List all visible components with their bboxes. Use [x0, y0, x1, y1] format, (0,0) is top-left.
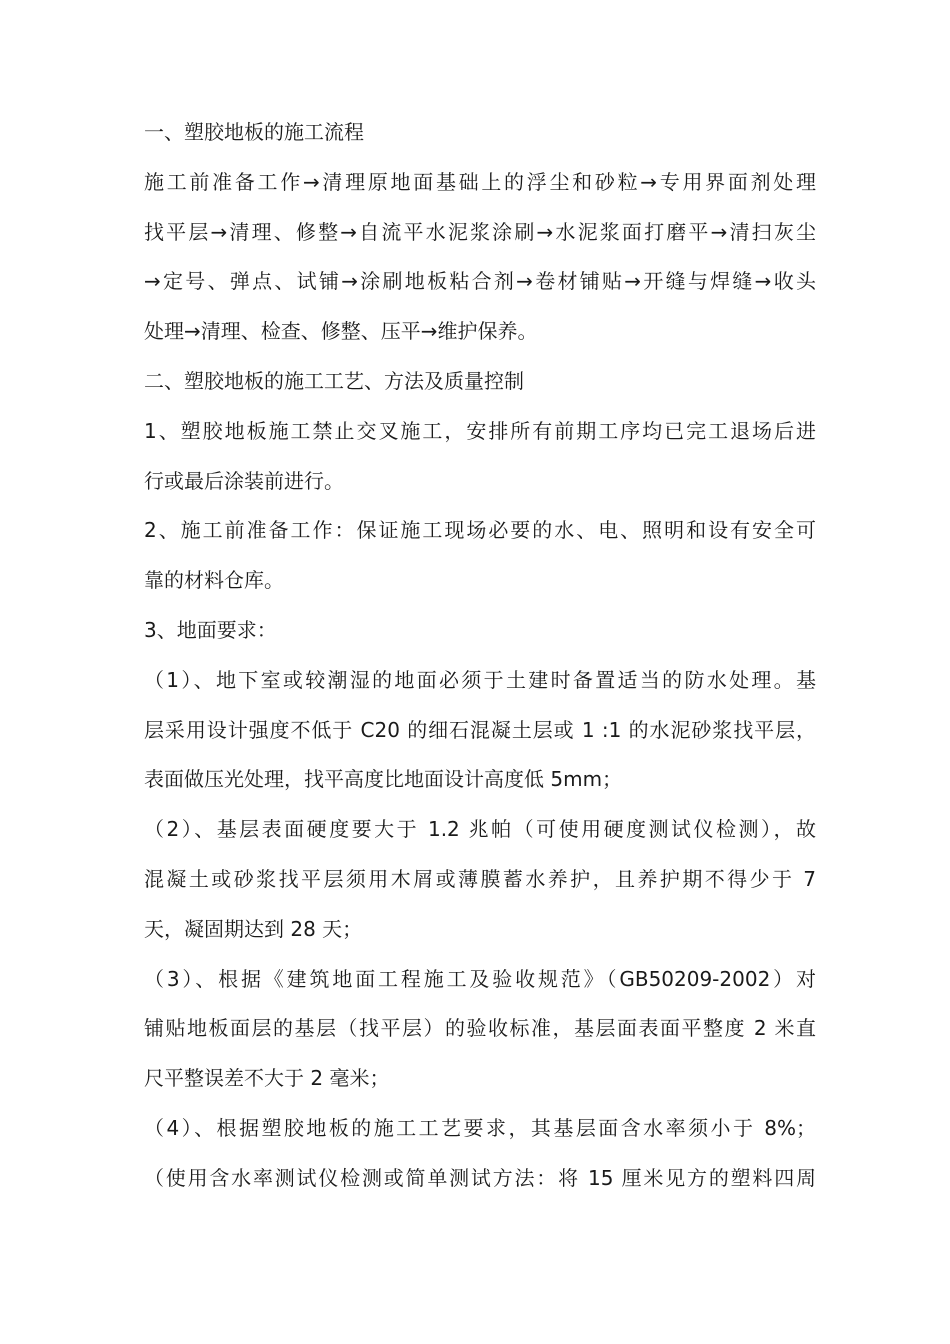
paragraph-line: →定号、弹点、试铺→涂刷地板粘合剂→卷材铺贴→开缝与焊缝→收头	[144, 269, 816, 294]
paragraph-line: 尺平整误差不大于 2 毫米；	[144, 1066, 390, 1091]
paragraph-line: 天，凝固期达到 28 天；	[144, 916, 363, 941]
paragraph-line: 表面做压光处理，找平高度比地面设计高度低 5mm；	[144, 767, 623, 792]
paragraph-line: 混凝土或砂浆找平层须用木屑或薄膜蓄水养护，且养护期不得少于 7	[144, 866, 816, 891]
paragraph-line: 处理→清理、检查、修整、压平→维护保养。	[144, 319, 538, 344]
paragraph-line: 行或最后涂装前进行。	[144, 468, 344, 493]
paragraph-line: 施工前准备工作→清理原地面基础上的浮尘和砂粒→专用界面剂处理	[144, 169, 816, 194]
paragraph-line: （1）、地下室或较潮湿的地面必须于土建时备置适当的防水处理。基	[144, 667, 816, 692]
paragraph-line: 1、塑胶地板施工禁止交叉施工，安排所有前期工序均已完工退场后进	[144, 418, 816, 443]
paragraph-line: 层采用设计强度不低于 C20 的细石混凝土层或 1 :1 的水泥砂浆找平层，	[144, 717, 816, 742]
paragraph-line: （使用含水率测试仪检测或简单测试方法：将 15 厘米见方的塑料四周	[144, 1165, 816, 1190]
paragraph-line: 找平层→清理、修整→自流平水泥浆涂刷→水泥浆面打磨平→清扫灰尘	[144, 219, 816, 244]
document-body	[144, 108, 816, 1204]
section-heading-1: 一、塑胶地板的施工流程	[144, 120, 364, 144]
paragraph-line: 靠的材料仓库。	[144, 568, 284, 593]
section-heading-2: 二、塑胶地板的施工工艺、方法及质量控制	[144, 368, 524, 393]
paragraph-line: （2）、基层表面硬度要大于 1.2 兆帕（可使用硬度测试仪检测），故	[144, 817, 816, 842]
paragraph-line: （3）、根据《建筑地面工程施工及验收规范》（GB50209-2002）对	[144, 966, 816, 991]
paragraph-line: 铺贴地板面层的基层（找平层）的验收标准，基层面表面平整度 2 米直	[144, 1016, 816, 1041]
paragraph-line: 3、地面要求：	[144, 617, 277, 642]
paragraph-line: （4）、根据塑胶地板的施工工艺要求，其基层面含水率须小于 8%；	[144, 1115, 816, 1140]
paragraph-line: 2、施工前准备工作：保证施工现场必要的水、电、照明和设有安全可	[144, 518, 816, 543]
